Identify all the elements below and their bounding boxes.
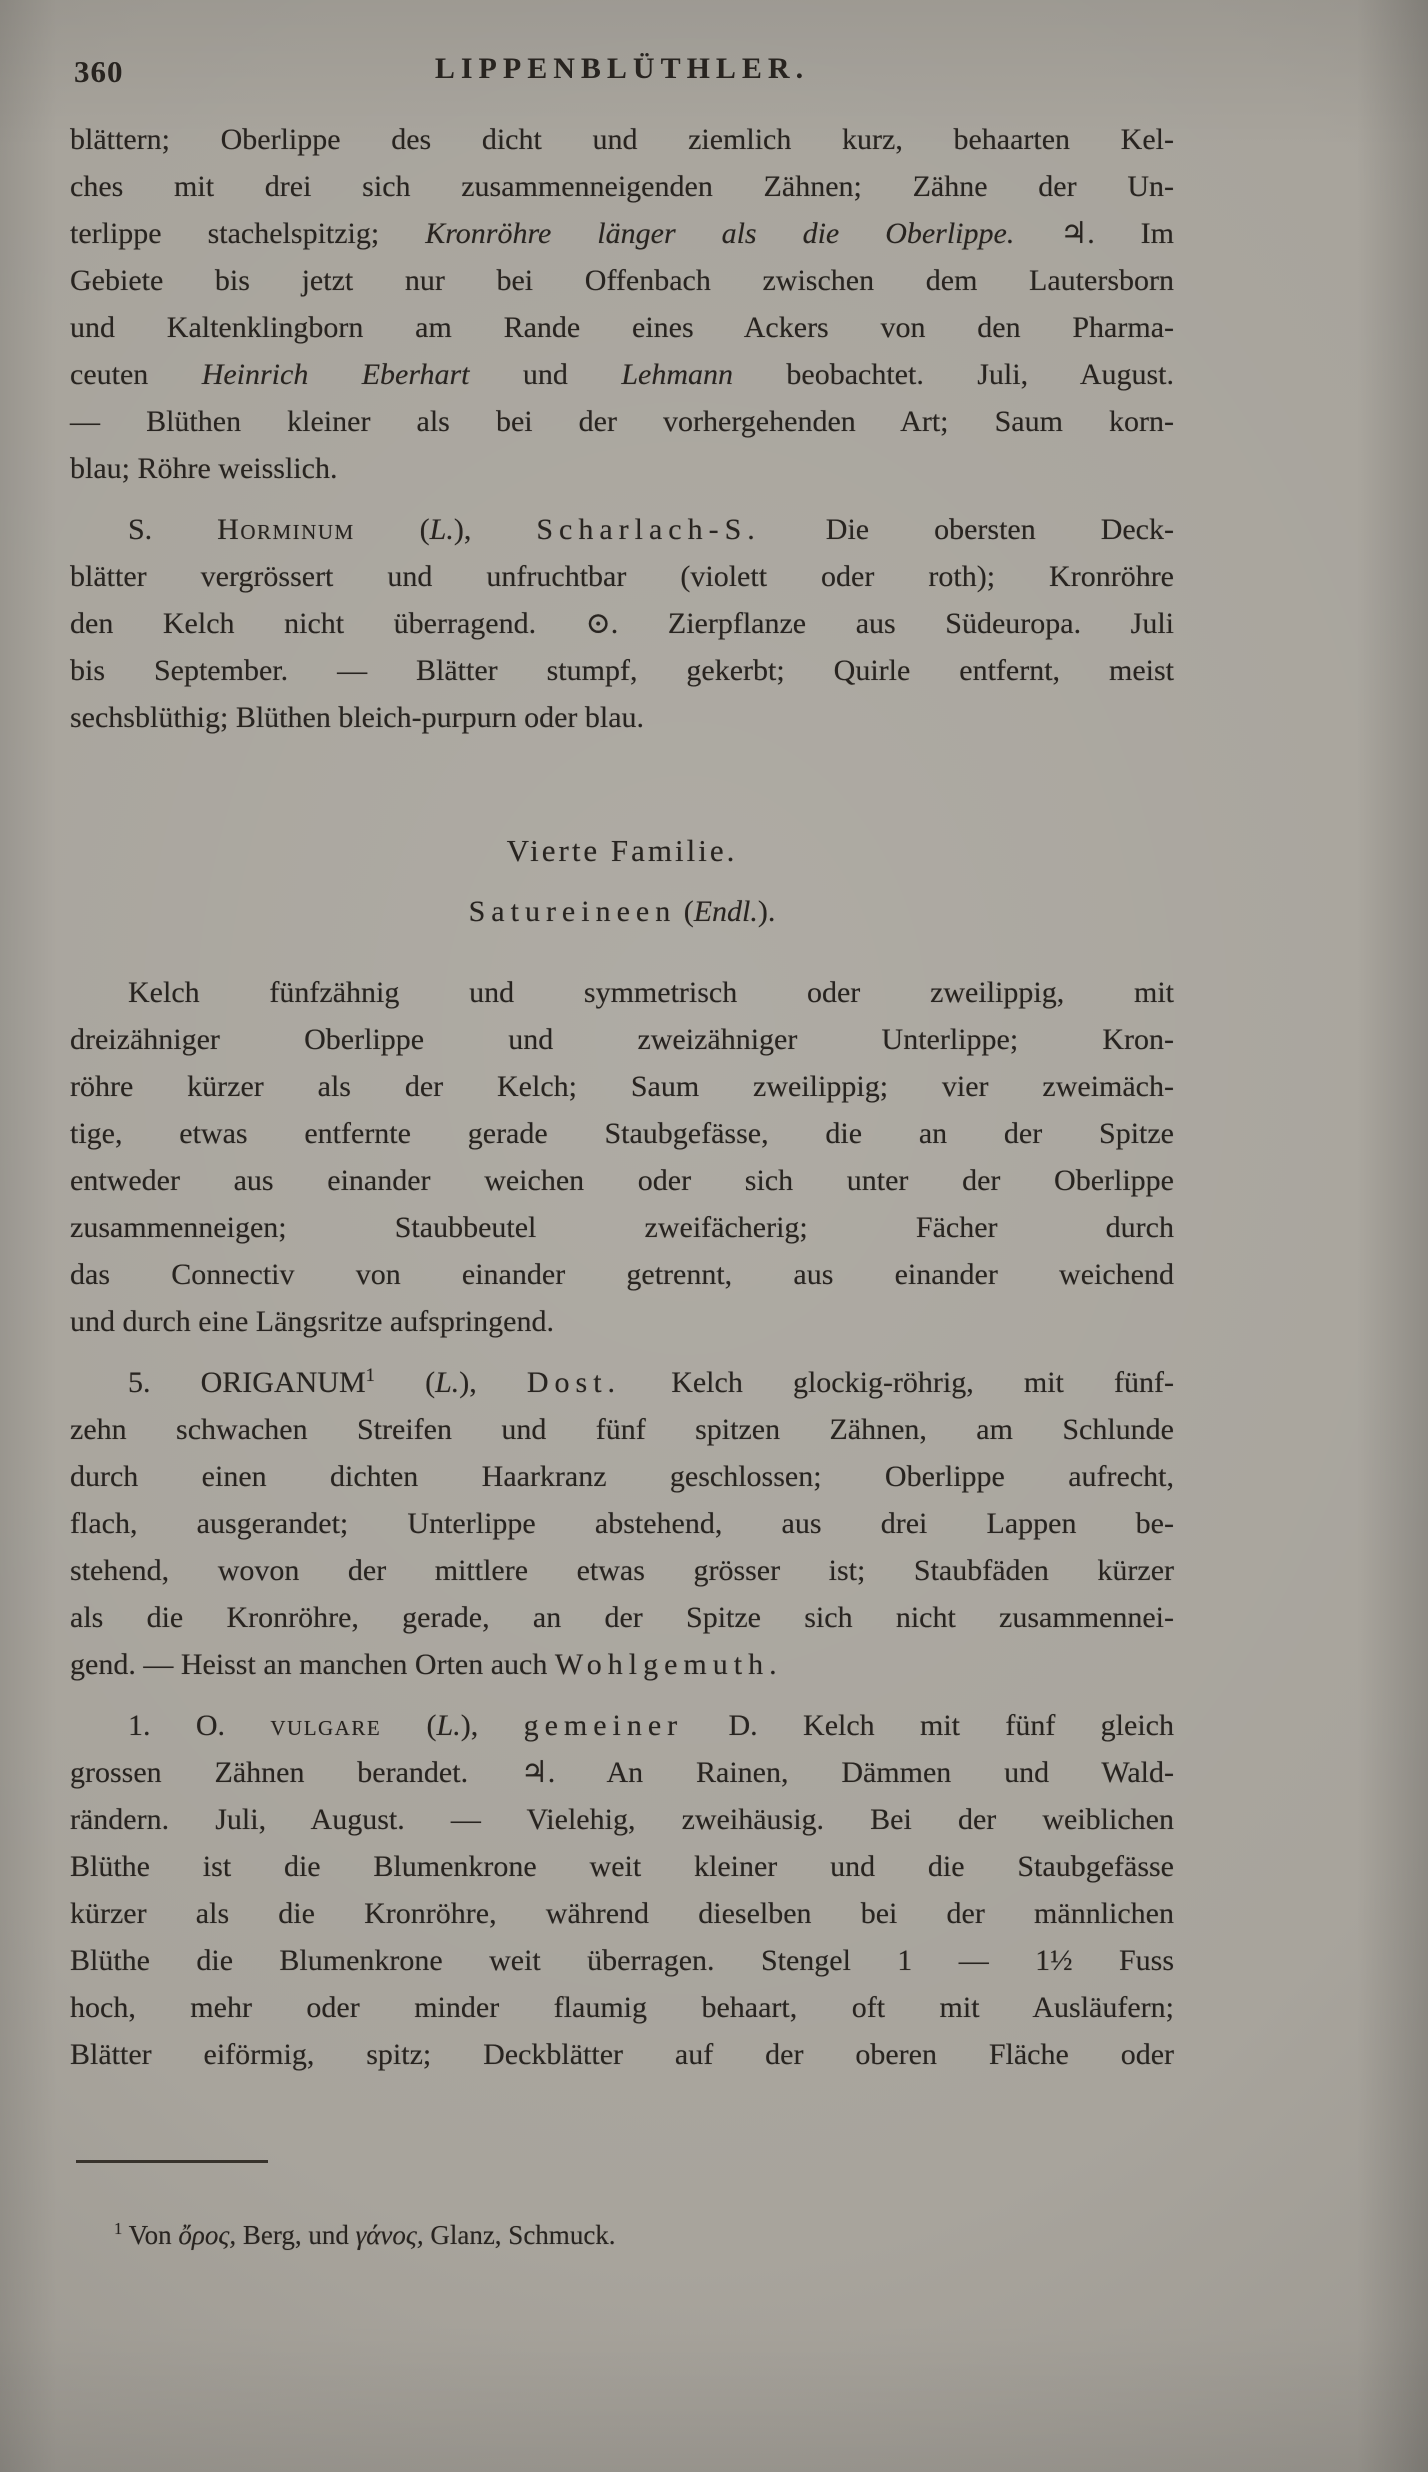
text-line: zehn schwachen Streifen und fünf spitzen Zähnen, am Schlunde — [70, 1413, 1174, 1446]
text-line: 5. ORIGANUM$^1$ (L.), Dost. Kelch glockig-röhrig, mit fünf- — [128, 1365, 1174, 1399]
page-number: 360 — [74, 54, 124, 89]
text-line: und durch eine Längsritze aufspringend. — [70, 1305, 554, 1338]
page-header — [70, 52, 1174, 98]
text-line: grossen Zähnen berandet. ♃. An Rainen, Dämmen und Wald- — [70, 1756, 1174, 1789]
text-line: Blüthe die Blumenkrone weit überragen. Stengel 1 — 1½ Fuss — [70, 1944, 1174, 1977]
section-subheading — [70, 888, 1174, 935]
footnote: $^1$ Von ὄρος, Berg, und γάνος, Glanz, Schmuck. — [114, 2219, 616, 2250]
text-line: blätter vergrössert und unfruchtbar (violett oder roth); Kronröhre — [70, 560, 1174, 593]
text-line: Satureineen (Endl.). — [468, 895, 776, 928]
text-line: sechsblüthig; Blüthen bleich-purpurn oder blau. — [70, 701, 645, 734]
text-line: terlippe stachelspitzig; Kronröhre länger als die Oberlippe. ♃. Im — [70, 217, 1175, 250]
section-heading — [70, 827, 1174, 874]
text-line: dreizähniger Oberlippe und zweizähniger Unterlippe; Kron- — [70, 1023, 1174, 1056]
paragraph — [70, 506, 1174, 741]
text-line: röhre kürzer als der Kelch; Saum zweilippig; vier zweimäch- — [70, 1070, 1174, 1103]
paragraph — [70, 969, 1174, 1345]
text-line: zusammenneigen; Staubbeutel zweifächerig; Fächer durch — [70, 1211, 1174, 1244]
text-line: Vierte Familie. — [506, 833, 738, 868]
text-line: ches mit drei sich zusammenneigenden Zähnen; Zähne der Un- — [70, 170, 1174, 203]
text-line: Blüthe ist die Blumenkrone weit kleiner und die Staubgefässe — [70, 1850, 1174, 1883]
text-line: hoch, mehr oder minder flaumig behaart, oft mit Ausläufern; — [70, 1991, 1174, 2024]
text-line: kürzer als die Kronröhre, während dieselben bei der männlichen — [70, 1897, 1174, 1930]
text-line: rändern. Juli, August. — Vielehig, zweihäusig. Bei der weiblichen — [70, 1803, 1174, 1836]
text-line: den Kelch nicht überragend. ⊙. Zierpflanze aus Südeuropa. Juli — [70, 607, 1174, 640]
paragraph — [70, 1702, 1174, 2078]
body-text — [70, 116, 1174, 2078]
text-line: tige, etwas entfernte gerade Staubgefässe, die an der Spitze — [70, 1117, 1174, 1150]
text-line: bis September. — Blätter stumpf, gekerbt; Quirle entfernt, meist — [70, 654, 1174, 687]
text-line: blau; Röhre weisslich. — [70, 452, 338, 485]
text-line: Blätter eiförmig, spitz; Deckblätter auf der oberen Fläche oder — [70, 2038, 1174, 2071]
text-line: und Kaltenklingborn am Rande eines Ackers von den Pharma- — [70, 311, 1174, 344]
text-line: 1. O. vulgare (L.), gemeiner D. Kelch mit fünf gleich — [128, 1709, 1174, 1742]
text-line: als die Kronröhre, gerade, an der Spitze sich nicht zusammennei- — [70, 1601, 1174, 1634]
text-line: das Connectiv von einander getrennt, aus einander weichend — [70, 1258, 1174, 1291]
footnote-rule — [76, 2160, 268, 2163]
text-line: — Blüthen kleiner als bei der vorhergehenden Art; Saum korn- — [70, 405, 1174, 438]
text-line: entweder aus einander weichen oder sich unter der Oberlippe — [70, 1164, 1174, 1197]
text-line: ceuten Heinrich Eberhart und Lehmann beobachtet. Juli, August. — [70, 358, 1175, 391]
text-line: gend. — Heisst an manchen Orten auch Wohlgemuth. — [70, 1648, 777, 1681]
page-sheet — [70, 52, 1174, 2255]
text-line: S. Horminum (L.), Scharlach-S. Die obersten Deck- — [128, 513, 1174, 546]
text-line: flach, ausgerandet; Unterlippe abstehend, aus drei Lappen be- — [70, 1507, 1174, 1540]
paragraph — [70, 1359, 1174, 1688]
paragraph — [70, 116, 1174, 492]
running-header: LIPPENBLÜTHLER. — [434, 52, 810, 85]
text-line: blättern; Oberlippe des dicht und ziemlich kurz, behaarten Kel- — [70, 123, 1174, 156]
text-line: stehend, wovon der mittlere etwas grösser ist; Staubfäden kürzer — [70, 1554, 1174, 1587]
text-line: durch einen dichten Haarkranz geschlossen; Oberlippe aufrecht, — [70, 1460, 1174, 1493]
text-line: Gebiete bis jetzt nur bei Offenbach zwischen dem Lautersborn — [70, 264, 1174, 297]
text-line: Kelch fünfzähnig und symmetrisch oder zweilippig, mit — [128, 976, 1174, 1009]
